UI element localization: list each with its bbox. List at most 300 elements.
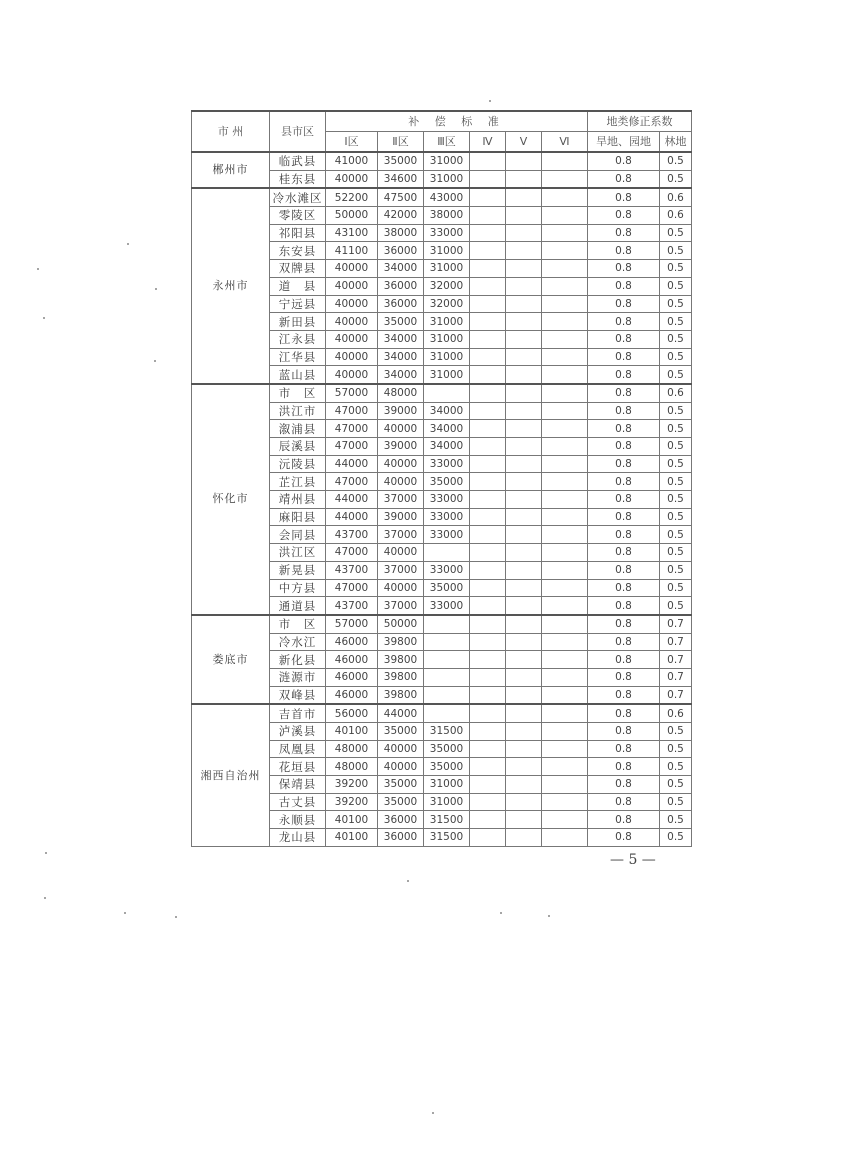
dryland-coef-cell: 0.8	[588, 740, 660, 758]
county-cell: 花垣县	[270, 758, 326, 776]
zone-3-cell	[424, 686, 470, 704]
zone-5-cell	[506, 224, 542, 242]
table-row	[192, 704, 692, 722]
zone-5-header: Ⅴ	[506, 132, 542, 153]
zone-3-cell: 35000	[424, 740, 470, 758]
zone-1-cell: 50000	[326, 207, 378, 225]
zone-4-cell	[470, 633, 506, 651]
zone-4-cell	[470, 491, 506, 509]
county-cell: 市 区	[270, 615, 326, 633]
zone-3-cell: 31500	[424, 829, 470, 847]
zone-1-cell: 47000	[326, 402, 378, 420]
county-cell: 冷水江	[270, 633, 326, 651]
zone-3-cell: 33000	[424, 455, 470, 473]
zone-3-cell: 33000	[424, 597, 470, 615]
city-cell: 永州市	[192, 188, 270, 384]
city-cell: 怀化市	[192, 384, 270, 615]
zone-5-cell	[506, 260, 542, 278]
zone-2-cell: 36000	[378, 811, 424, 829]
county-cell: 涟源市	[270, 668, 326, 686]
zone-4-cell	[470, 508, 506, 526]
zone-2-cell: 50000	[378, 615, 424, 633]
zone-5-cell	[506, 313, 542, 331]
county-cell: 蓝山县	[270, 366, 326, 384]
dryland-coef-cell: 0.8	[588, 455, 660, 473]
zone-4-cell	[470, 295, 506, 313]
zone-1-cell: 41100	[326, 242, 378, 260]
zone-6-cell	[542, 579, 588, 597]
zone-2-header: Ⅱ区	[378, 132, 424, 153]
county-cell: 龙山县	[270, 829, 326, 847]
zone-2-cell: 44000	[378, 704, 424, 722]
zone-6-cell	[542, 455, 588, 473]
zone-5-cell	[506, 366, 542, 384]
zone-5-cell	[506, 242, 542, 260]
zone-4-cell	[470, 242, 506, 260]
zone-2-cell: 37000	[378, 597, 424, 615]
zone-1-cell: 40000	[326, 330, 378, 348]
county-cell: 祁阳县	[270, 224, 326, 242]
county-cell: 溆浦县	[270, 420, 326, 438]
zone-1-cell: 47000	[326, 438, 378, 456]
zone-2-cell: 42000	[378, 207, 424, 225]
zone-1-cell: 43700	[326, 561, 378, 579]
zone-3-cell	[424, 615, 470, 633]
table-row	[192, 384, 692, 402]
zone-4-cell	[470, 615, 506, 633]
zone-5-cell	[506, 491, 542, 509]
dryland-coef-cell: 0.8	[588, 526, 660, 544]
county-cell: 沅陵县	[270, 455, 326, 473]
county-cell: 凤凰县	[270, 740, 326, 758]
zone-4-cell	[470, 793, 506, 811]
zone-2-cell: 40000	[378, 420, 424, 438]
zone-1-cell: 46000	[326, 651, 378, 669]
zone-6-cell	[542, 776, 588, 794]
dryland-coef-cell: 0.8	[588, 152, 660, 170]
zone-6-cell	[542, 829, 588, 847]
forest-coef-cell: 0.5	[660, 776, 692, 794]
zone-1-cell: 46000	[326, 686, 378, 704]
zone-5-cell	[506, 348, 542, 366]
zone-3-cell: 31000	[424, 242, 470, 260]
zone-3-cell	[424, 704, 470, 722]
zone-1-cell: 40100	[326, 723, 378, 741]
zone-5-cell	[506, 526, 542, 544]
scan-speck	[154, 360, 156, 362]
zone-4-cell	[470, 224, 506, 242]
county-column-header: 县市区	[270, 111, 326, 152]
zone-4-cell	[470, 579, 506, 597]
scan-speck	[407, 880, 409, 882]
forest-coef-cell: 0.6	[660, 188, 692, 206]
zone-6-cell	[542, 313, 588, 331]
zone-6-cell	[542, 597, 588, 615]
zone-6-cell	[542, 651, 588, 669]
city-column-header: 市 州	[192, 111, 270, 152]
zone-4-cell	[470, 402, 506, 420]
dryland-coef-cell: 0.8	[588, 723, 660, 741]
zone-3-cell: 38000	[424, 207, 470, 225]
scan-speck	[45, 852, 47, 854]
zone-6-cell	[542, 224, 588, 242]
zone-3-cell: 33000	[424, 526, 470, 544]
forest-coef-cell: 0.5	[660, 758, 692, 776]
zone-4-cell	[470, 313, 506, 331]
zone-3-cell: 34000	[424, 438, 470, 456]
zone-3-cell: 31500	[424, 811, 470, 829]
zone-5-cell	[506, 829, 542, 847]
forest-coef-cell: 0.5	[660, 313, 692, 331]
zone-4-cell	[470, 330, 506, 348]
zone-6-cell	[542, 277, 588, 295]
zone-3-cell: 35000	[424, 758, 470, 776]
zone-5-cell	[506, 740, 542, 758]
zone-2-cell: 36000	[378, 277, 424, 295]
zone-5-cell	[506, 544, 542, 562]
zone-2-cell: 36000	[378, 295, 424, 313]
dryland-coef-cell: 0.8	[588, 438, 660, 456]
zone-4-cell	[470, 384, 506, 402]
forest-coef-cell: 0.5	[660, 526, 692, 544]
scan-speck	[489, 100, 491, 102]
county-cell: 临武县	[270, 152, 326, 170]
zone-5-cell	[506, 207, 542, 225]
dryland-coef-cell: 0.8	[588, 758, 660, 776]
zone-3-cell: 33000	[424, 224, 470, 242]
county-cell: 江华县	[270, 348, 326, 366]
zone-5-cell	[506, 420, 542, 438]
zone-4-cell	[470, 438, 506, 456]
zone-6-cell	[542, 170, 588, 188]
zone-2-cell: 48000	[378, 384, 424, 402]
county-cell: 中方县	[270, 579, 326, 597]
zone-1-cell: 40000	[326, 295, 378, 313]
zone-4-cell	[470, 544, 506, 562]
county-cell: 靖州县	[270, 491, 326, 509]
zone-5-cell	[506, 793, 542, 811]
zone-6-cell	[542, 295, 588, 313]
zone-3-cell: 31000	[424, 330, 470, 348]
table-row	[192, 188, 692, 206]
zone-3-cell: 35000	[424, 473, 470, 491]
dryland-coef-cell: 0.8	[588, 420, 660, 438]
forest-coef-cell: 0.5	[660, 170, 692, 188]
zone-1-cell: 57000	[326, 384, 378, 402]
county-cell: 吉首市	[270, 704, 326, 722]
zone-5-cell	[506, 508, 542, 526]
zone-2-cell: 40000	[378, 544, 424, 562]
forest-coef-cell: 0.5	[660, 473, 692, 491]
county-cell: 宁远县	[270, 295, 326, 313]
zone-4-cell	[470, 704, 506, 722]
dryland-coef-cell: 0.8	[588, 811, 660, 829]
zone-6-cell	[542, 152, 588, 170]
zone-6-cell	[542, 758, 588, 776]
zone-3-cell	[424, 668, 470, 686]
zone-1-cell: 48000	[326, 740, 378, 758]
dryland-coef-cell: 0.8	[588, 260, 660, 278]
scan-speck	[155, 288, 157, 290]
zone-3-cell: 31000	[424, 776, 470, 794]
dryland-coef-cell: 0.8	[588, 561, 660, 579]
county-cell: 辰溪县	[270, 438, 326, 456]
zone-2-cell: 35000	[378, 723, 424, 741]
forest-coef-cell: 0.5	[660, 740, 692, 758]
zone-1-cell: 47000	[326, 420, 378, 438]
scan-speck	[548, 915, 550, 917]
zone-1-cell: 43700	[326, 597, 378, 615]
zone-3-cell: 31500	[424, 723, 470, 741]
zone-1-cell: 56000	[326, 704, 378, 722]
forest-coef-cell: 0.5	[660, 366, 692, 384]
dryland-coef-cell: 0.8	[588, 579, 660, 597]
zone-6-cell	[542, 420, 588, 438]
zone-5-cell	[506, 651, 542, 669]
zone-4-cell	[470, 455, 506, 473]
zone-6-cell	[542, 491, 588, 509]
dryland-coef-header: 旱地、园地	[588, 132, 660, 153]
zone-6-cell	[542, 686, 588, 704]
zone-5-cell	[506, 668, 542, 686]
zone-5-cell	[506, 704, 542, 722]
zone-2-cell: 39800	[378, 668, 424, 686]
zone-4-cell	[470, 758, 506, 776]
zone-1-cell: 52200	[326, 188, 378, 206]
scan-speck	[175, 916, 177, 918]
coefficient-group-header: 地类修正系数	[588, 111, 692, 132]
scan-speck	[124, 912, 126, 914]
zone-4-cell	[470, 740, 506, 758]
zone-5-cell	[506, 170, 542, 188]
zone-4-cell	[470, 723, 506, 741]
zone-6-cell	[542, 473, 588, 491]
forest-coef-cell: 0.5	[660, 348, 692, 366]
zone-6-cell	[542, 508, 588, 526]
county-cell: 冷水滩区	[270, 188, 326, 206]
dryland-coef-cell: 0.8	[588, 508, 660, 526]
scan-speck	[43, 317, 45, 319]
zone-5-cell	[506, 330, 542, 348]
county-cell: 道 县	[270, 277, 326, 295]
zone-2-cell: 39000	[378, 402, 424, 420]
zone-1-cell: 46000	[326, 668, 378, 686]
zone-2-cell: 40000	[378, 579, 424, 597]
zone-6-cell	[542, 260, 588, 278]
zone-1-cell: 57000	[326, 615, 378, 633]
dryland-coef-cell: 0.8	[588, 170, 660, 188]
zone-4-cell	[470, 776, 506, 794]
zone-3-cell: 32000	[424, 295, 470, 313]
forest-coef-cell: 0.5	[660, 260, 692, 278]
dryland-coef-cell: 0.8	[588, 207, 660, 225]
zone-1-cell: 48000	[326, 758, 378, 776]
zone-4-cell	[470, 260, 506, 278]
dryland-coef-cell: 0.8	[588, 793, 660, 811]
zone-1-cell: 40000	[326, 170, 378, 188]
county-cell: 市 区	[270, 384, 326, 402]
zone-2-cell: 40000	[378, 740, 424, 758]
zone-4-cell	[470, 366, 506, 384]
zone-4-cell	[470, 651, 506, 669]
zone-3-cell	[424, 544, 470, 562]
dryland-coef-cell: 0.8	[588, 829, 660, 847]
county-cell: 双牌县	[270, 260, 326, 278]
zone-4-cell	[470, 668, 506, 686]
zone-4-cell	[470, 207, 506, 225]
zone-2-cell: 39000	[378, 508, 424, 526]
compensation-table	[191, 110, 692, 847]
forest-coef-cell: 0.5	[660, 491, 692, 509]
county-cell: 洪江区	[270, 544, 326, 562]
scan-speck	[44, 897, 46, 899]
zone-2-cell: 35000	[378, 313, 424, 331]
dryland-coef-cell: 0.8	[588, 776, 660, 794]
zone-6-cell	[542, 633, 588, 651]
zone-5-cell	[506, 686, 542, 704]
dryland-coef-cell: 0.8	[588, 704, 660, 722]
zone-5-cell	[506, 384, 542, 402]
zone-1-header: Ⅰ区	[326, 132, 378, 153]
zone-2-cell: 47500	[378, 188, 424, 206]
zone-3-cell: 33000	[424, 508, 470, 526]
zone-5-cell	[506, 579, 542, 597]
county-cell: 麻阳县	[270, 508, 326, 526]
zone-6-cell	[542, 384, 588, 402]
zone-3-cell: 33000	[424, 561, 470, 579]
zone-6-cell	[542, 242, 588, 260]
zone-6-cell	[542, 668, 588, 686]
city-cell: 郴州市	[192, 152, 270, 188]
zone-3-cell: 34000	[424, 420, 470, 438]
zone-2-cell: 38000	[378, 224, 424, 242]
forest-coef-cell: 0.5	[660, 455, 692, 473]
zone-2-cell: 40000	[378, 758, 424, 776]
zone-6-cell	[542, 526, 588, 544]
zone-3-header: Ⅲ区	[424, 132, 470, 153]
zone-2-cell: 39800	[378, 686, 424, 704]
forest-coef-cell: 0.5	[660, 793, 692, 811]
dryland-coef-cell: 0.8	[588, 491, 660, 509]
zone-1-cell: 43700	[326, 526, 378, 544]
zone-1-cell: 44000	[326, 491, 378, 509]
zone-1-cell: 40000	[326, 313, 378, 331]
zone-3-cell: 34000	[424, 402, 470, 420]
forest-coef-cell: 0.5	[660, 597, 692, 615]
zone-5-cell	[506, 615, 542, 633]
dryland-coef-cell: 0.8	[588, 651, 660, 669]
zone-2-cell: 36000	[378, 829, 424, 847]
zone-3-cell: 31000	[424, 260, 470, 278]
zone-1-cell: 40000	[326, 348, 378, 366]
zone-4-cell	[470, 188, 506, 206]
zone-6-cell	[542, 793, 588, 811]
zone-5-cell	[506, 561, 542, 579]
zone-2-cell: 39000	[378, 438, 424, 456]
zone-6-header: Ⅵ	[542, 132, 588, 153]
zone-1-cell: 40000	[326, 260, 378, 278]
zone-3-cell: 32000	[424, 277, 470, 295]
zone-1-cell: 47000	[326, 579, 378, 597]
zone-1-cell: 44000	[326, 508, 378, 526]
forest-coef-cell: 0.5	[660, 544, 692, 562]
scan-speck	[37, 268, 39, 270]
dryland-coef-cell: 0.8	[588, 473, 660, 491]
zone-3-cell	[424, 384, 470, 402]
zone-5-cell	[506, 455, 542, 473]
page-number: — 5 —	[610, 852, 656, 868]
zone-5-cell	[506, 152, 542, 170]
scan-speck	[432, 1112, 434, 1114]
forest-coef-cell: 0.5	[660, 579, 692, 597]
zone-4-cell	[470, 686, 506, 704]
zone-3-cell: 35000	[424, 579, 470, 597]
county-cell: 泸溪县	[270, 723, 326, 741]
forest-coef-cell: 0.5	[660, 152, 692, 170]
dryland-coef-cell: 0.8	[588, 384, 660, 402]
zone-2-cell: 36000	[378, 242, 424, 260]
scan-speck	[500, 912, 502, 914]
forest-coef-cell: 0.7	[660, 686, 692, 704]
zone-3-cell: 31000	[424, 348, 470, 366]
zone-2-cell: 35000	[378, 152, 424, 170]
zone-3-cell	[424, 651, 470, 669]
forest-coef-cell: 0.5	[660, 224, 692, 242]
county-cell: 新田县	[270, 313, 326, 331]
zone-2-cell: 34000	[378, 330, 424, 348]
forest-coef-cell: 0.7	[660, 651, 692, 669]
zone-1-cell: 47000	[326, 544, 378, 562]
zone-6-cell	[542, 723, 588, 741]
forest-coef-cell: 0.6	[660, 704, 692, 722]
zone-6-cell	[542, 811, 588, 829]
zone-5-cell	[506, 758, 542, 776]
zone-1-cell: 43100	[326, 224, 378, 242]
dryland-coef-cell: 0.8	[588, 366, 660, 384]
zone-6-cell	[542, 438, 588, 456]
dryland-coef-cell: 0.8	[588, 348, 660, 366]
zone-4-cell	[470, 597, 506, 615]
zone-6-cell	[542, 615, 588, 633]
zone-3-cell: 31000	[424, 366, 470, 384]
zone-2-cell: 37000	[378, 561, 424, 579]
forest-coef-cell: 0.5	[660, 508, 692, 526]
zone-4-cell	[470, 420, 506, 438]
city-cell: 湘西自治州	[192, 704, 270, 846]
dryland-coef-cell: 0.8	[588, 277, 660, 295]
forest-coef-cell: 0.6	[660, 384, 692, 402]
zone-6-cell	[542, 704, 588, 722]
county-cell: 会同县	[270, 526, 326, 544]
zone-2-cell: 40000	[378, 455, 424, 473]
dryland-coef-cell: 0.8	[588, 242, 660, 260]
zone-3-cell: 31000	[424, 313, 470, 331]
forest-coef-cell: 0.7	[660, 633, 692, 651]
zone-3-cell: 33000	[424, 491, 470, 509]
zone-6-cell	[542, 348, 588, 366]
forest-coef-cell: 0.5	[660, 829, 692, 847]
zone-1-cell: 44000	[326, 455, 378, 473]
zone-5-cell	[506, 473, 542, 491]
county-cell: 芷江县	[270, 473, 326, 491]
county-cell: 零陵区	[270, 207, 326, 225]
dryland-coef-cell: 0.8	[588, 686, 660, 704]
zone-2-cell: 37000	[378, 491, 424, 509]
county-cell: 双峰县	[270, 686, 326, 704]
zone-6-cell	[542, 561, 588, 579]
zone-1-cell: 39200	[326, 776, 378, 794]
zone-3-cell: 43000	[424, 188, 470, 206]
